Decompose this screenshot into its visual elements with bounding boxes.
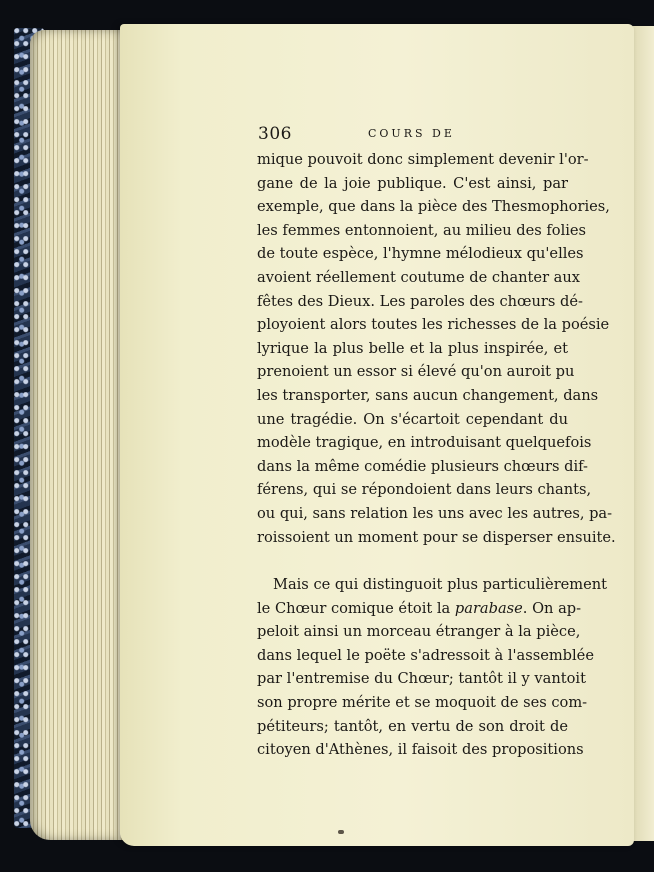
- text-line: mique pouvoit donc simplement devenir l'or-: [257, 151, 589, 168]
- text-line: férens, qui se répondoient dans leurs chants,: [257, 481, 592, 499]
- page-number: 306: [258, 124, 292, 144]
- text-line: de toute espèce, l'hymne mélodieux qu'elles: [257, 245, 584, 263]
- text-line: fêtes des Dieux. Les paroles des chœurs dé-: [257, 292, 583, 310]
- text-line: roissoient un moment pour se disperser ensuite.: [257, 528, 616, 546]
- text-line: avoient réellement coutume de chanter aux: [257, 268, 581, 286]
- text-run: . On ap-: [522, 599, 582, 617]
- text-line: par l'entremise du Chœur; tantôt il y vantoit: [257, 670, 586, 688]
- text-line: citoyen d'Athènes, il faisoit des propositions: [257, 741, 584, 759]
- right-page-sliver: [632, 26, 654, 841]
- parabase-term: parabase: [454, 599, 523, 617]
- ink-speck: [338, 830, 344, 834]
- text-line: une tragédie. On s'écartoit cependant du: [257, 410, 568, 428]
- text-line: les femmes entonnoient, au milieu des folies: [257, 221, 587, 239]
- paragraph-2: [257, 573, 608, 762]
- paragraph-gap: [257, 549, 568, 573]
- running-head: COURS DE: [368, 127, 455, 140]
- text-line: lyrique la plus belle et la plus inspirée, et: [257, 339, 568, 357]
- text-line: pétiteurs; tantôt, en vertu de son droit de: [257, 717, 568, 735]
- text-line: prenoient un essor si élevé qu'on auroit pu: [257, 363, 575, 381]
- text-line: les transporter, sans aucun changement, dans: [257, 386, 599, 404]
- text-line: ployoient alors toutes les richesses de la poésie: [257, 316, 610, 334]
- text-line: dans la même comédie plusieurs chœurs dif-: [257, 457, 588, 475]
- text-line: [257, 597, 582, 621]
- text-line: son propre mérite et se moquoit de ses com-: [257, 694, 588, 712]
- text-line: exemple, que dans la pièce des Thesmophories,: [257, 198, 610, 216]
- text-run: le Chœur comique étoit la: [257, 599, 455, 617]
- text-line: peloit ainsi un morceau étranger à la pièce,: [257, 623, 581, 641]
- text-line: Mais ce qui distinguoit plus particulièrement: [273, 576, 608, 594]
- page-header: [258, 124, 570, 146]
- text-line: modèle tragique, en introduisant quelquefois: [257, 434, 592, 452]
- paragraph-1: [257, 148, 616, 549]
- body-text: [257, 148, 616, 762]
- text-line: dans lequel le poëte s'adressoit à l'assemblée: [257, 646, 594, 664]
- text-line: gane de la joie publique. C'est ainsi, par: [257, 174, 568, 192]
- text-line: ou qui, sans relation les uns avec les autres, pa-: [257, 504, 613, 522]
